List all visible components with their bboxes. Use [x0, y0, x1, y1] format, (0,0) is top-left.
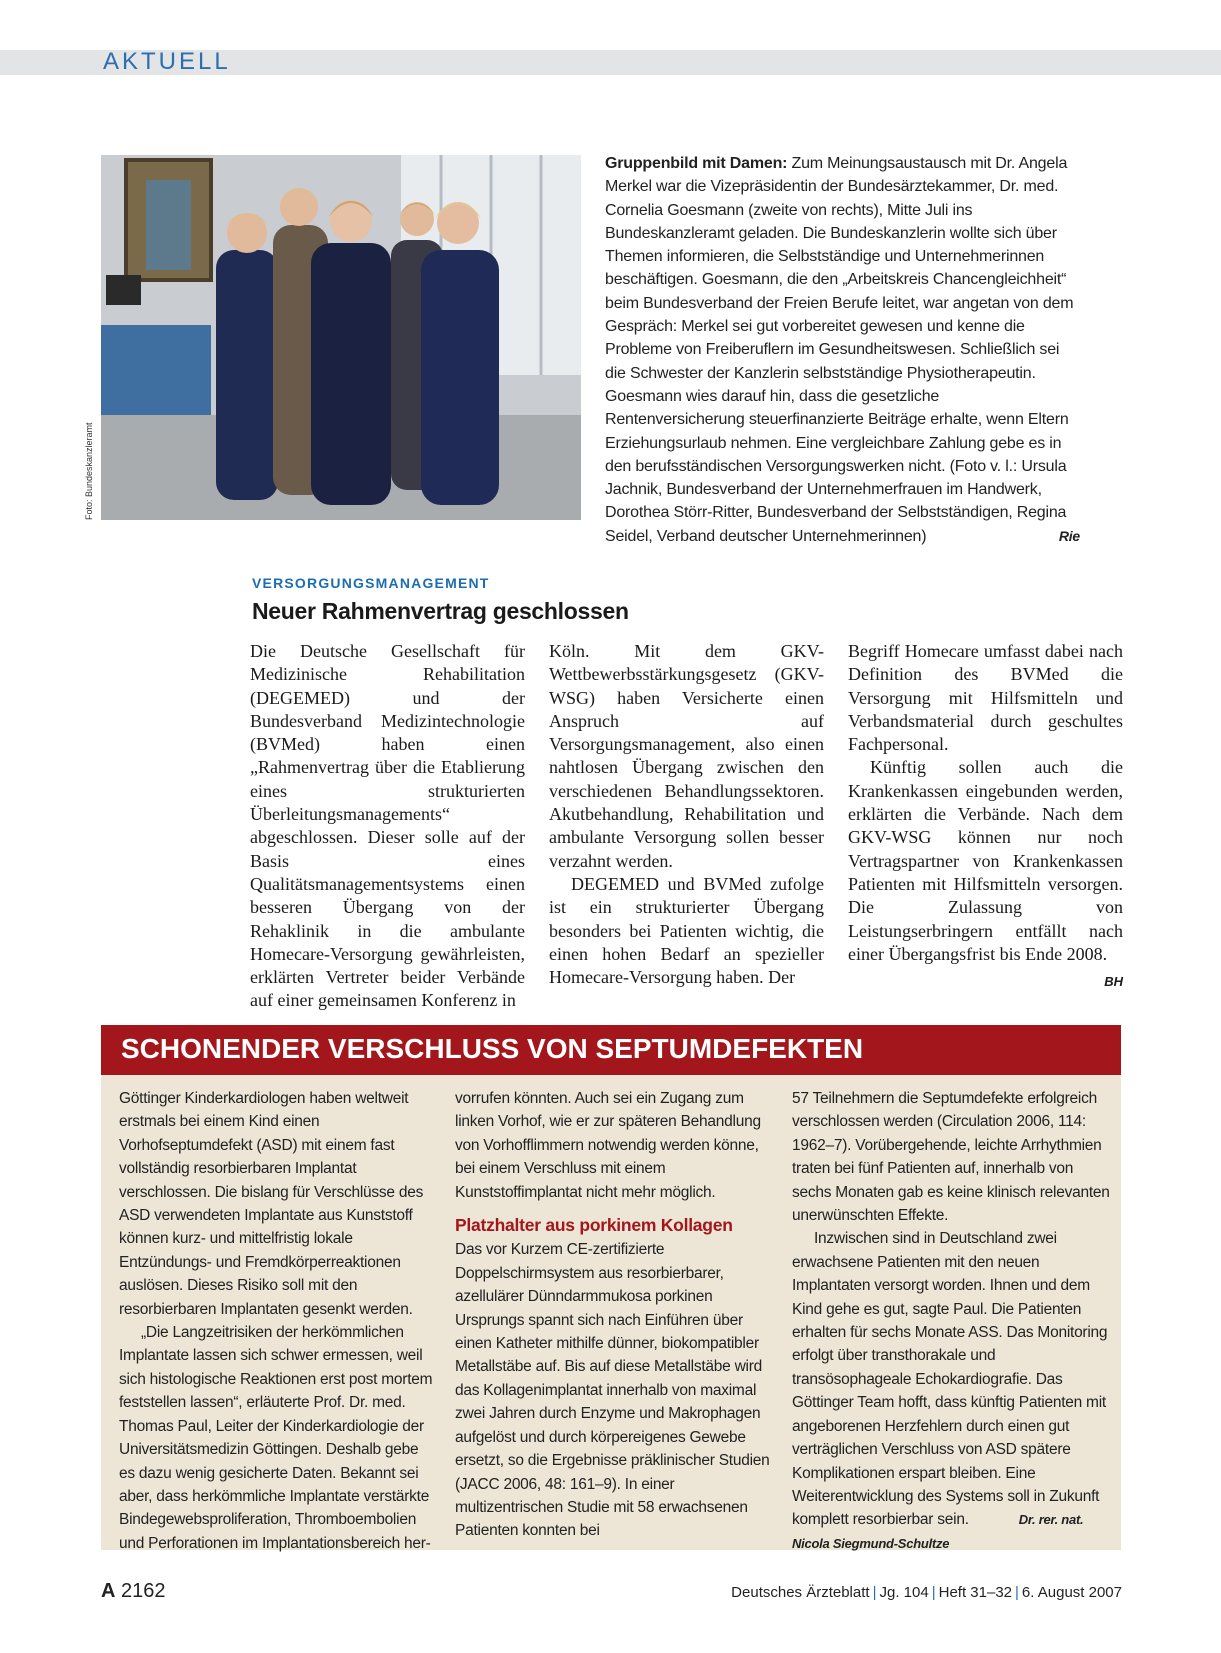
- caption-text: Zum Meinungsaustausch mit Dr. Angela Merkel war die Vizepräsidentin der Bundesärztekammer, Dr. med. Cornelia Goesmann (zweite von rechts), Mitte Juli ins Bundeskanzleramt geladen. Die Bundeskanzlerin wollte sich über Themen informieren, die Selbstständige und Unternehmerinnen beschäftigen. Goesmann, die den „Arbeitskreis Chancengleichheit“ beim Bundesverband der Freien Berufe leitet, war angetan von dem Gespräch: Merkel sei gut vorbereitet gewesen und kenne die Probleme von Freiberuflern im Gesundheitswesen. Schließlich sei die Schwester der Kanzlerin selbstständige Physiotherapeutin. Goesmann wies darauf hin, dass die gesetzliche Rentenversicherung steuerfinanzierte Beiträge erhalte, wenn Eltern Erziehungsurlaub nehmen. Eine vergleichbare Zahlung gebe es in den berufsständischen Versorgungswerken nicht. (Foto v. l.: Ursula Jachnik, Bundesverband der Unternehmerfrauen im Handwerk, Dorothea Störr-Ritter, Bundesverband der Selbstständigen, Regina Seidel, Verband deutscher Unternehmerinnen): [605, 155, 1074, 545]
- article2-column-3: [792, 1087, 1110, 1555]
- article-headline: Neuer Rahmenvertrag geschlossen: [252, 598, 629, 624]
- article1-col3-p1: Begriff Homecare umfasst dabei nach Definition des BVMed die Versorgung mit Hilfsmitteln und Verbandsmaterial durch geschultes Fachpersonal.: [848, 641, 1123, 755]
- article2-col3-p1: 57 Teilnehmern die Septumdefekte erfolgreich verschlossen werden (Circulation 2006, 114: 1962–7). Vorübergehende, leichte Arrhythmien traten bei fünf Patienten auf, innerhalb von sechs Monaten gab es keine klinisch relevanten unerwünschten Effekte.: [792, 1090, 1110, 1225]
- article2-column-1: [119, 1087, 437, 1555]
- article2-col2-p2: Das vor Kurzem CE-zertifizierte Doppelschirmsystem aus resorbierbarer, azellulärer Dünndarmmukosa porkinen Ursprungs spannt sich nach Einführen über einen Katheter mithilfe dünner, biokompatibler Metallstäbe auf. Bis auf diese Metallstäbe wird das Kollagenimplantat innerhalb von maximal zwei Jahren durch Enzyme und Makrophagen aufgelöst und durch körpereigenes Gewebe ersetzt, so die Ergebnisse präklinischer Studien (JACC 2006, 48: 161–9). In einer multizentrischen Studie mit 58 erwachsenen Patienten konnten bei: [455, 1241, 770, 1540]
- journal-issue: Heft 31–32: [938, 1584, 1012, 1601]
- page-number-value: 2162: [121, 1580, 166, 1602]
- article1-column-3: [848, 640, 1123, 993]
- journal-name: Deutsches Ärzteblatt: [731, 1584, 870, 1601]
- article2-subhead: Platzhalter aus porkinem Kollagen: [455, 1215, 733, 1236]
- article2-column-2: [455, 1087, 773, 1543]
- article2-col2-p1: vorrufen könnten. Auch sei ein Zugang zum linken Vorhof, wie er zur späteren Behandlung von Vorhofflimmern notwendig werden könne, bei einem Verschluss mit einem Kunststoffimplantat nicht mehr möglich.: [455, 1090, 761, 1201]
- page-number: [101, 1580, 166, 1603]
- journal-date: 6. August 2007: [1021, 1584, 1122, 1601]
- article2-col3-p2-text: Inzwischen sind in Deutschland zwei erwachsene Patienten mit den neuen Implantaten versorgt worden. Ihnen und dem Kind gehe es gut, sagte Paul. Die Patienten erhalten für sechs Monate ASS. Das Monitoring erfolgt über transthorakale und transösophageale Echokardiografie. Das Göttinger Team hofft, dass künftig Patienten mit angeborenen Herzfehlern durch einen gut verträglichen Verschluss von ASD spätere Komplikationen erspart bleiben. Eine Weiterentwicklung des Systems soll in Zukunft komplett resorbierbar sein.: [792, 1230, 1108, 1529]
- article1-author: BH: [1104, 974, 1123, 990]
- info-box-title: SCHONENDER VERSCHLUSS VON SEPTUMDEFEKTEN: [121, 1033, 864, 1064]
- article2-col1-p2: „Die Langzeitrisiken der herkömmlichen Implantate lassen sich schwer ermessen, weil sich histologische Reaktionen erst post mortem feststellen lassen“, erläuterte Prof. Dr. med. Thomas Paul, Leiter der Kinderkardiologie der Universitätsmedizin Göttingen. Deshalb gebe es dazu wenig gesicherte Daten. Bekannt sei aber, dass herkömmliche Implantate verstärkte Bindegewebsproliferation, Thromboembolien und Perforationen im Implantationsbereich her-: [119, 1324, 433, 1552]
- section-label: AKTUELL: [103, 48, 231, 75]
- journal-info: Deutsches Ärzteblatt | Jg. 104 | Heft 31–32 | 6. August 2007: [731, 1584, 1122, 1601]
- photo-caption: [605, 152, 1080, 548]
- page-prefix: A: [101, 1580, 116, 1602]
- article1-column-2: [549, 640, 824, 989]
- article1-col2-p2: DEGEMED und BVMed zufolge ist ein strukturierter Übergang besonders bei Patienten wichtig, die einen hohen Bedarf an spezieller Homecare-Versorgung haben. Der: [549, 873, 824, 988]
- article2-col1-p1: Göttinger Kinderkardiologen haben weltweit erstmals bei einem Kind einen Vorhofseptumdefekt (ASD) mit einem fast vollständig resorbierbaren Implantat verschlossen. Die bislang für Verschlüsse des ASD verwendeten Implantate aus Kunststoff können kurz- und mittelfristig lokale Entzündungs- und Fremdkörperreaktionen auslösen. Dieses Risiko soll mit den resorbierbaren Implantaten gesenkt werden.: [119, 1090, 424, 1318]
- article2-author: Dr. rer. nat. Nicola Siegmund-Schultze: [792, 1512, 1084, 1551]
- article1-col2-p1: Köln. Mit dem GKV-Wettbewerbsstärkungsgesetz (GKV-WSG) haben Versicherte einen Anspruch auf Versorgungsmanagement, also einen nahtlosen Übergang zwischen den verschiedenen Behandlungssektoren. Akutbehandlung, Rehabilitation und ambulante Versorgung sollen besser verzahnt werden.: [549, 641, 824, 871]
- photo-credit: Foto: Bundeskanzleramt: [84, 422, 94, 520]
- article1-col3-p2: [848, 756, 1123, 990]
- article1-col3-p2-text: Künftig sollen auch die Krankenkassen eingebunden werden, erklärten die Verbände. Nach dem GKV-WSG können nur noch Vertragspartner von Krankenkassen Patienten mit Hilfsmitteln versorgen. Die Zulassung von Leistungserbringern entfällt nach einer Übergangsfrist bis Ende 2008.: [848, 757, 1123, 964]
- group-photo: [101, 155, 581, 520]
- caption-lead: Gruppenbild mit Damen:: [605, 155, 788, 172]
- article1-col1-text: Die Deutsche Gesellschaft für Medizinische Rehabilitation (DEGEMED) und der Bundesverband Medizintechnologie (BVMed) haben einen „Rahmenvertrag über die Etablierung eines strukturierten Überleitungsmanagements“ abgeschlossen. Dieser solle auf der Basis eines Qualitätsmanagementsystems einen besseren Übergang von der Rehaklinik in die ambulante Homecare-Versorgung gewährleisten, erklärten Vertreter beider Verbände auf einer gemeinsamen Konferenz in: [250, 641, 525, 1011]
- caption-author: Rie: [1058, 527, 1080, 544]
- article1-column-1: [250, 640, 525, 1013]
- article-kicker: VERSORGUNGSMANAGEMENT: [252, 575, 490, 591]
- article2-col3-p2: [792, 1227, 1110, 1555]
- journal-volume: Jg. 104: [879, 1584, 929, 1601]
